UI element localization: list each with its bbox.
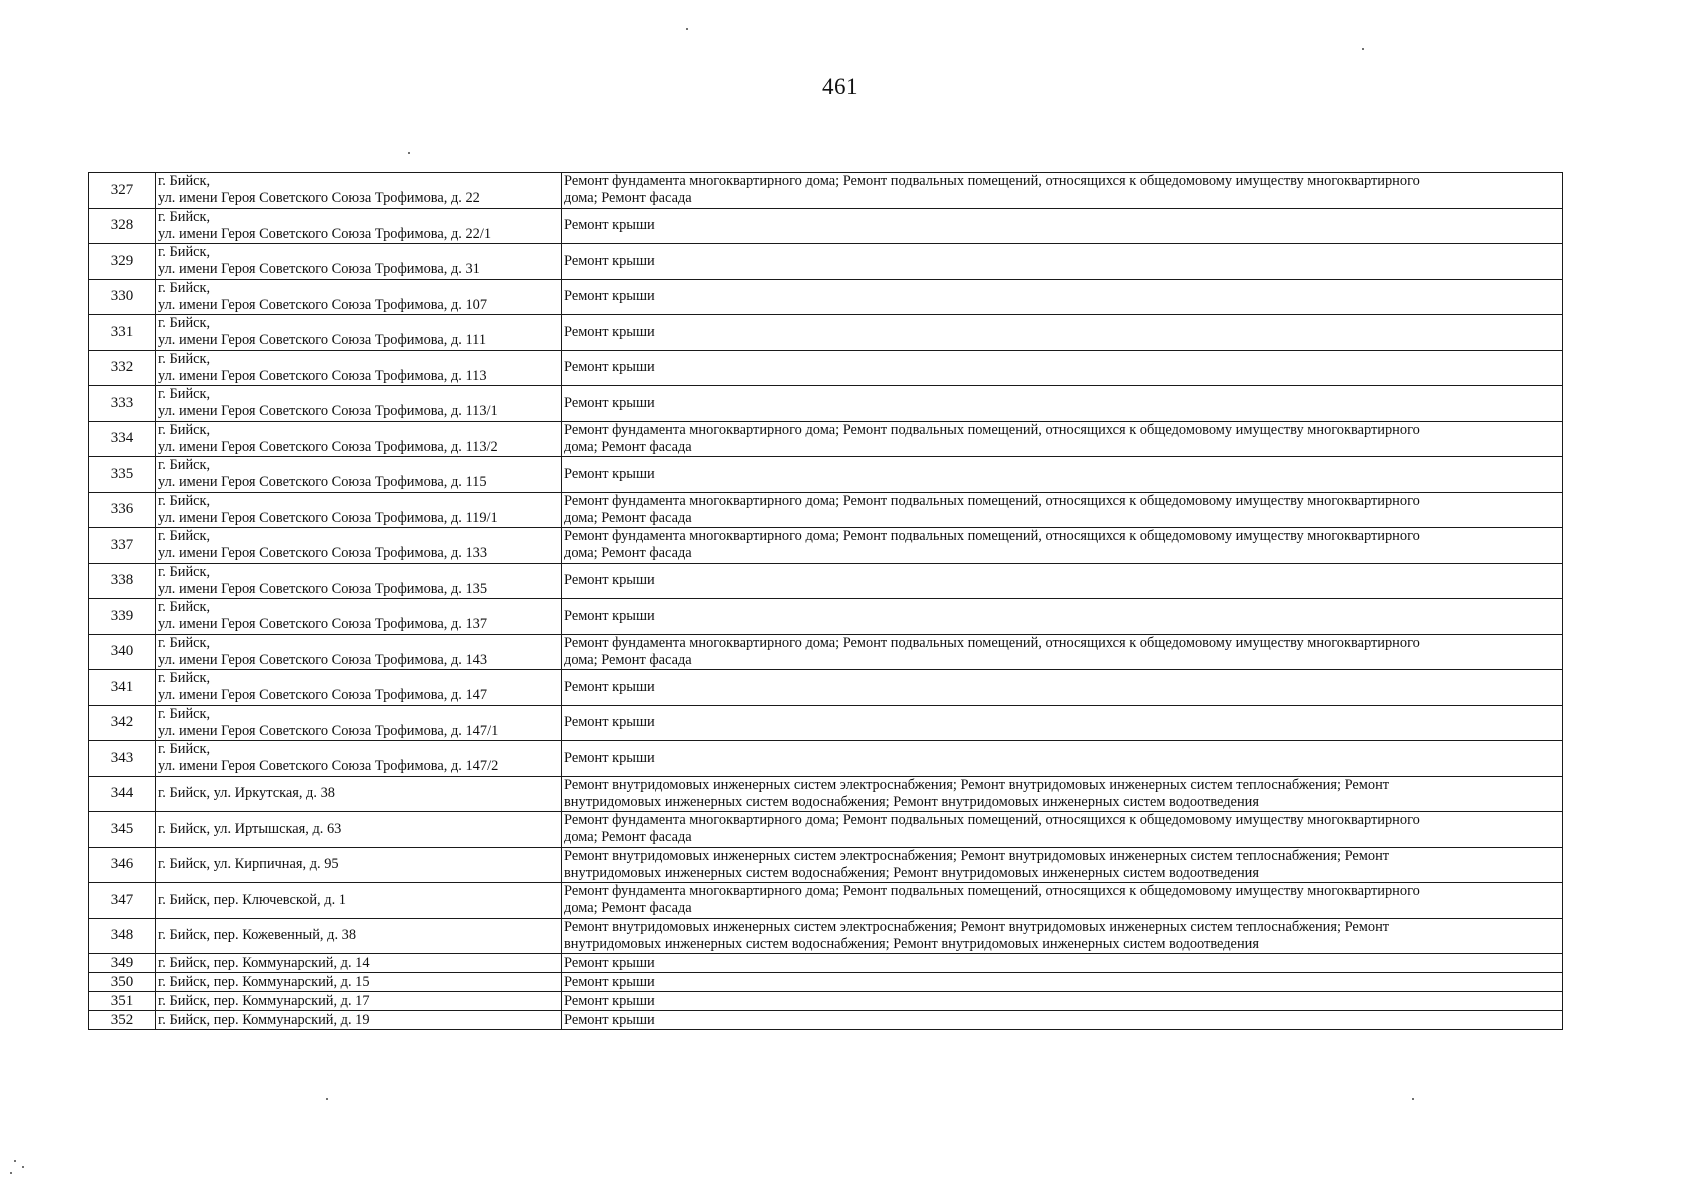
row-number: 337 — [89, 528, 156, 564]
works-cell — [562, 973, 1563, 992]
address-line: г. Бийск, пер. Коммунарский, д. 15 — [158, 973, 370, 990]
row-number: 340 — [89, 634, 156, 670]
address-line: г. Бийск, — [158, 599, 211, 616]
works-line: Ремонт внутридомовых инженерных систем электроснабжения; Ремонт внутридомовых инженерных систем теплоснабжения; Ремонт — [564, 918, 1390, 935]
address-line: г. Бийск, — [158, 457, 211, 474]
works-line: Ремонт фундамента многоквартирного дома; Ремонт подвальных помещений, относящихся к общедомовому имуществу многоквартирного — [564, 528, 1420, 545]
row-number: 331 — [89, 315, 156, 351]
works-line: дома; Ремонт фасада — [564, 651, 692, 668]
table-row — [89, 350, 1563, 386]
row-number: 341 — [89, 670, 156, 706]
scan-speck — [22, 1166, 24, 1168]
works-cell — [562, 350, 1563, 386]
address-cell — [156, 457, 562, 493]
address-cell — [156, 705, 562, 741]
address-cell — [156, 634, 562, 670]
address-line: г. Бийск, — [158, 386, 211, 403]
address-cell — [156, 992, 562, 1011]
works-cell — [562, 386, 1563, 422]
row-number: 332 — [89, 350, 156, 386]
works-cell — [562, 492, 1563, 528]
table-row — [89, 954, 1563, 973]
works-line: дома; Ремонт фасада — [564, 900, 692, 917]
works-cell — [562, 208, 1563, 244]
address-cell — [156, 315, 562, 351]
works-line: Ремонт фундамента многоквартирного дома; Ремонт подвальных помещений, относящихся к общедомовому имуществу многоквартирного — [564, 634, 1420, 651]
address-line: ул. имени Героя Советского Союза Трофимова, д. 147/1 — [158, 722, 499, 739]
table-row — [89, 528, 1563, 564]
table-row — [89, 244, 1563, 280]
works-line: дома; Ремонт фасада — [564, 829, 692, 846]
table-row — [89, 1011, 1563, 1030]
scan-speck — [326, 1098, 328, 1100]
address-line: ул. имени Героя Советского Союза Трофимова, д. 113/2 — [158, 438, 498, 455]
works-cell — [562, 670, 1563, 706]
address-line: г. Бийск, — [158, 528, 211, 545]
address-cell — [156, 279, 562, 315]
works-line: Ремонт крыши — [564, 954, 655, 971]
table-row — [89, 386, 1563, 422]
works-line: дома; Ремонт фасада — [564, 190, 692, 207]
address-line: ул. имени Героя Советского Союза Трофимова, д. 113/1 — [158, 403, 498, 420]
address-line: г. Бийск, — [158, 350, 211, 367]
table-row — [89, 992, 1563, 1011]
works-line: внутридомовых инженерных систем водоснабжения; Ремонт внутридомовых инженерных систем водоотведения — [564, 793, 1259, 810]
address-line: г. Бийск, пер. Коммунарский, д. 14 — [158, 954, 370, 971]
address-line: г. Бийск, пер. Кожевенный, д. 38 — [158, 927, 357, 944]
address-line: г. Бийск, — [158, 173, 211, 190]
page-number: 461 — [822, 74, 858, 99]
works-line: дома; Ремонт фасада — [564, 438, 692, 455]
row-number: 338 — [89, 563, 156, 599]
scan-speck — [14, 1160, 16, 1162]
address-cell — [156, 563, 562, 599]
works-cell — [562, 315, 1563, 351]
table-row — [89, 315, 1563, 351]
works-line: Ремонт фундамента многоквартирного дома; Ремонт подвальных помещений, относящихся к общедомовому имуществу многоквартирного — [564, 173, 1420, 190]
works-cell — [562, 563, 1563, 599]
row-number: 348 — [89, 918, 156, 954]
row-number: 351 — [89, 992, 156, 1011]
address-cell — [156, 776, 562, 812]
address-cell — [156, 741, 562, 777]
works-line: дома; Ремонт фасада — [564, 545, 692, 562]
address-line: г. Бийск, — [158, 492, 211, 509]
works-cell — [562, 741, 1563, 777]
table-body — [89, 173, 1563, 1030]
address-line: г. Бийск, — [158, 315, 211, 332]
address-line: ул. имени Героя Советского Союза Трофимова, д. 147/2 — [158, 758, 499, 775]
works-line: Ремонт фундамента многоквартирного дома; Ремонт подвальных помещений, относящихся к общедомовому имуществу многоквартирного — [564, 812, 1420, 829]
address-cell — [156, 208, 562, 244]
works-cell — [562, 705, 1563, 741]
works-line: Ремонт фундамента многоквартирного дома; Ремонт подвальных помещений, относящихся к общедомовому имуществу многоквартирного — [564, 883, 1420, 900]
repair-works-table — [88, 172, 1563, 1030]
works-line: Ремонт крыши — [564, 1011, 655, 1028]
table-row — [89, 634, 1563, 670]
works-cell — [562, 457, 1563, 493]
table-row — [89, 421, 1563, 457]
address-line: г. Бийск, — [158, 563, 211, 580]
works-line: внутридомовых инженерных систем водоснабжения; Ремонт внутридомовых инженерных систем водоотведения — [564, 864, 1259, 881]
table-row — [89, 847, 1563, 883]
address-line: ул. имени Героя Советского Союза Трофимова, д. 22/1 — [158, 225, 492, 242]
row-number: 352 — [89, 1011, 156, 1030]
row-number: 349 — [89, 954, 156, 973]
address-cell — [156, 350, 562, 386]
address-cell — [156, 847, 562, 883]
address-cell — [156, 812, 562, 848]
address-cell — [156, 918, 562, 954]
table-row — [89, 670, 1563, 706]
row-number: 350 — [89, 973, 156, 992]
address-line: г. Бийск, — [158, 421, 211, 438]
works-line: Ремонт крыши — [564, 323, 655, 340]
works-cell — [562, 528, 1563, 564]
works-cell — [562, 992, 1563, 1011]
row-number: 329 — [89, 244, 156, 280]
works-line: Ремонт внутридомовых инженерных систем электроснабжения; Ремонт внутридомовых инженерных систем теплоснабжения; Ремонт — [564, 776, 1390, 793]
works-line: Ремонт крыши — [564, 394, 655, 411]
works-line: Ремонт крыши — [564, 572, 655, 589]
works-cell — [562, 847, 1563, 883]
works-line: Ремонт крыши — [564, 465, 655, 482]
works-cell — [562, 918, 1563, 954]
row-number: 335 — [89, 457, 156, 493]
works-line: Ремонт крыши — [564, 992, 655, 1009]
works-line: дома; Ремонт фасада — [564, 509, 692, 526]
works-cell — [562, 279, 1563, 315]
address-cell — [156, 599, 562, 635]
works-cell — [562, 812, 1563, 848]
works-cell — [562, 244, 1563, 280]
row-number: 342 — [89, 705, 156, 741]
address-line: г. Бийск, — [158, 244, 211, 261]
works-line: Ремонт крыши — [564, 288, 655, 305]
address-cell — [156, 244, 562, 280]
scan-speck — [686, 28, 688, 30]
row-number: 327 — [89, 173, 156, 209]
address-line: ул. имени Героя Советского Союза Трофимова, д. 119/1 — [158, 509, 498, 526]
address-cell — [156, 421, 562, 457]
row-number: 346 — [89, 847, 156, 883]
address-line: ул. имени Героя Советского Союза Трофимова, д. 133 — [158, 545, 488, 562]
scan-speck — [10, 1172, 12, 1174]
address-line: ул. имени Героя Советского Союза Трофимова, д. 115 — [158, 474, 487, 491]
works-line: внутридомовых инженерных систем водоснабжения; Ремонт внутридомовых инженерных систем водоотведения — [564, 935, 1259, 952]
works-line: Ремонт крыши — [564, 252, 655, 269]
row-number: 343 — [89, 741, 156, 777]
address-line: ул. имени Героя Советского Союза Трофимова, д. 111 — [158, 332, 487, 349]
address-line: г. Бийск, пер. Ключевской, д. 1 — [158, 891, 346, 908]
address-line: г. Бийск, — [158, 279, 211, 296]
address-line: ул. имени Героя Советского Союза Трофимова, д. 107 — [158, 296, 488, 313]
table-row — [89, 741, 1563, 777]
works-line: Ремонт внутридомовых инженерных систем электроснабжения; Ремонт внутридомовых инженерных систем теплоснабжения; Ремонт — [564, 847, 1390, 864]
address-line: г. Бийск, ул. Кирпичная, д. 95 — [158, 856, 339, 873]
works-line: Ремонт крыши — [564, 973, 655, 990]
address-cell — [156, 173, 562, 209]
table-row — [89, 776, 1563, 812]
table-row — [89, 599, 1563, 635]
row-number: 339 — [89, 599, 156, 635]
works-line: Ремонт крыши — [564, 359, 655, 376]
address-line: ул. имени Героя Советского Союза Трофимова, д. 22 — [158, 190, 480, 207]
table-row — [89, 918, 1563, 954]
address-line: ул. имени Героя Советского Союза Трофимова, д. 147 — [158, 687, 488, 704]
table-row — [89, 705, 1563, 741]
works-cell — [562, 776, 1563, 812]
address-line: ул. имени Героя Советского Союза Трофимова, д. 137 — [158, 616, 488, 633]
address-line: г. Бийск, ул. Иркутская, д. 38 — [158, 785, 335, 802]
address-cell — [156, 1011, 562, 1030]
address-line: г. Бийск, пер. Коммунарский, д. 19 — [158, 1011, 370, 1028]
scan-speck — [1412, 1098, 1414, 1100]
address-line: г. Бийск, — [158, 705, 211, 722]
table-row — [89, 279, 1563, 315]
works-line: Ремонт фундамента многоквартирного дома; Ремонт подвальных помещений, относящихся к общедомовому имуществу многоквартирного — [564, 492, 1420, 509]
row-number: 345 — [89, 812, 156, 848]
address-cell — [156, 670, 562, 706]
table-row — [89, 973, 1563, 992]
address-line: г. Бийск, — [158, 208, 211, 225]
address-cell — [156, 492, 562, 528]
row-number: 334 — [89, 421, 156, 457]
works-line: Ремонт крыши — [564, 749, 655, 766]
address-line: г. Бийск, ул. Иртышская, д. 63 — [158, 820, 342, 837]
address-line: г. Бийск, — [158, 634, 211, 651]
works-cell — [562, 421, 1563, 457]
address-cell — [156, 386, 562, 422]
address-line: ул. имени Героя Советского Союза Трофимова, д. 143 — [158, 651, 488, 668]
row-number: 344 — [89, 776, 156, 812]
address-line: г. Бийск, — [158, 670, 211, 687]
table-row — [89, 457, 1563, 493]
address-cell — [156, 883, 562, 919]
table-row — [89, 883, 1563, 919]
works-line: Ремонт крыши — [564, 678, 655, 695]
works-cell — [562, 954, 1563, 973]
row-number: 336 — [89, 492, 156, 528]
works-line: Ремонт крыши — [564, 217, 655, 234]
works-cell — [562, 1011, 1563, 1030]
table-row — [89, 812, 1563, 848]
address-line: ул. имени Героя Советского Союза Трофимова, д. 113 — [158, 367, 487, 384]
table-row — [89, 563, 1563, 599]
works-cell — [562, 599, 1563, 635]
address-line: ул. имени Героя Советского Союза Трофимова, д. 135 — [158, 580, 488, 597]
scan-speck — [408, 152, 410, 154]
row-number: 333 — [89, 386, 156, 422]
table-row — [89, 173, 1563, 209]
table-row — [89, 208, 1563, 244]
scan-speck — [1362, 48, 1364, 50]
works-cell — [562, 173, 1563, 209]
works-line: Ремонт крыши — [564, 714, 655, 731]
address-line: ул. имени Героя Советского Союза Трофимова, д. 31 — [158, 261, 480, 278]
row-number: 347 — [89, 883, 156, 919]
works-line: Ремонт фундамента многоквартирного дома; Ремонт подвальных помещений, относящихся к общедомовому имуществу многоквартирного — [564, 421, 1420, 438]
address-line: г. Бийск, пер. Коммунарский, д. 17 — [158, 992, 370, 1009]
address-cell — [156, 528, 562, 564]
table-row — [89, 492, 1563, 528]
address-line: г. Бийск, — [158, 741, 211, 758]
works-cell — [562, 883, 1563, 919]
address-cell — [156, 973, 562, 992]
row-number: 330 — [89, 279, 156, 315]
works-cell — [562, 634, 1563, 670]
row-number: 328 — [89, 208, 156, 244]
works-line: Ремонт крыши — [564, 607, 655, 624]
address-cell — [156, 954, 562, 973]
